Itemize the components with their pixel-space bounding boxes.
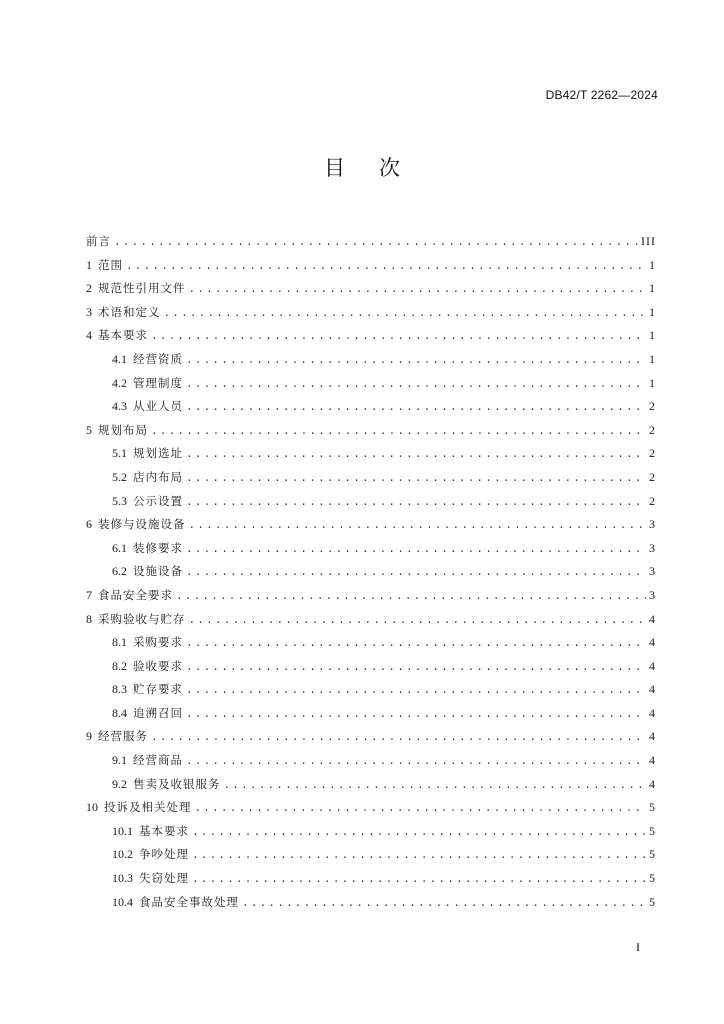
- toc-entry-title: 验收要求: [133, 658, 183, 673]
- toc-dot-leader: [189, 610, 647, 632]
- toc-entry[interactable]: [86, 560, 656, 584]
- toc-entry[interactable]: [86, 301, 656, 325]
- toc-entry-title: 争吵处理: [139, 847, 189, 862]
- toc-entry-title: 规划布局: [98, 422, 148, 437]
- toc-dot-leader: [189, 515, 647, 537]
- toc-entry-page: 1: [649, 304, 656, 319]
- toc-entry-page: 4: [649, 705, 656, 720]
- toc-entry[interactable]: [86, 608, 656, 632]
- toc-entry-page: 5: [649, 800, 656, 815]
- toc-dot-leader: [186, 374, 646, 396]
- toc-entry[interactable]: [86, 513, 656, 537]
- toc-entry-title: 失窃处理: [139, 871, 189, 886]
- toc-entry-page: 4: [649, 611, 656, 626]
- toc-entry-page: 2: [649, 399, 656, 414]
- toc-entry-title: 售卖及收银服务: [133, 776, 221, 791]
- toc-entry-title: 贮存要求: [133, 682, 183, 697]
- toc-dot-leader: [126, 256, 646, 278]
- toc-entry-number: 10.3: [112, 871, 133, 886]
- toc-dot-leader: [186, 562, 646, 584]
- toc-entry-title: 术语和定义: [98, 304, 161, 319]
- toc-entry-page: 1: [649, 257, 656, 272]
- toc-entry-page: 4: [649, 776, 656, 791]
- toc-entry-page: 1: [649, 281, 656, 296]
- toc-dot-leader: [192, 822, 646, 844]
- toc-entry[interactable]: [86, 867, 656, 891]
- toc-entry-page: 4: [649, 753, 656, 768]
- toc-entry-number: 2: [86, 281, 92, 296]
- toc-entry[interactable]: [86, 820, 656, 844]
- toc-dot-leader: [186, 492, 646, 514]
- toc-entry[interactable]: [86, 348, 656, 372]
- toc-dot-leader: [186, 680, 646, 702]
- toc-dot-leader: [195, 798, 647, 820]
- toc-entry[interactable]: [86, 537, 656, 561]
- toc-entry-page: 5: [649, 871, 656, 886]
- toc-entry[interactable]: [86, 490, 656, 514]
- toc-entry-title: 基本要求: [98, 328, 148, 343]
- toc-entry-page: 5: [649, 823, 656, 838]
- toc-dot-leader: [151, 326, 646, 348]
- page-title: [0, 152, 724, 182]
- toc-entry[interactable]: [86, 773, 656, 797]
- toc-entry-number: 4.1: [112, 351, 127, 366]
- toc-entry-number: 1: [86, 257, 92, 272]
- toc-entry-number: 9.1: [112, 753, 127, 768]
- toc-entry-title: 管理制度: [133, 375, 183, 390]
- toc-dot-leader: [186, 704, 646, 726]
- toc-entry-number: 8: [86, 611, 92, 626]
- toc-entry-number: 6.2: [112, 564, 127, 579]
- toc-entry-page: 3: [649, 540, 656, 555]
- toc-entry[interactable]: [86, 254, 656, 278]
- toc-entry-title: 投诉及相关处理: [104, 800, 192, 815]
- toc-entry-page: 4: [649, 729, 656, 744]
- toc-entry-page: 3: [649, 587, 656, 602]
- toc-entry[interactable]: [86, 442, 656, 466]
- toc-entry-title: 采购验收与贮存: [98, 611, 186, 626]
- toc-entry-number: 3: [86, 304, 92, 319]
- toc-entry-number: 9.2: [112, 776, 127, 791]
- toc-dot-leader: [114, 232, 638, 254]
- toc-entry-title: 店内布局: [133, 469, 183, 484]
- toc-entry-number: 10.4: [112, 894, 133, 909]
- toc-entry-number: 10.1: [112, 823, 133, 838]
- toc-entry[interactable]: [86, 395, 656, 419]
- table-of-contents: [86, 230, 656, 914]
- toc-entry-number: 8.4: [112, 705, 127, 720]
- toc-entry-number: 4: [86, 328, 92, 343]
- toc-entry[interactable]: [86, 702, 656, 726]
- toc-entry-title: 经营服务: [98, 729, 148, 744]
- toc-entry-title: 基本要求: [139, 823, 189, 838]
- toc-entry[interactable]: [86, 891, 656, 915]
- toc-entry-title: 公示设置: [133, 493, 183, 508]
- toc-dot-leader: [151, 727, 646, 749]
- toc-entry-title: 从业人员: [133, 399, 183, 414]
- toc-dot-leader: [192, 845, 646, 867]
- toc-entry[interactable]: [86, 584, 656, 608]
- toc-entry[interactable]: [86, 631, 656, 655]
- toc-entry-page: 3: [649, 517, 656, 532]
- toc-dot-leader: [186, 751, 646, 773]
- toc-dot-leader: [242, 893, 646, 915]
- toc-entry-title: 设施设备: [133, 564, 183, 579]
- toc-entry-number: 5.1: [112, 446, 127, 461]
- toc-entry-number: 7: [86, 587, 92, 602]
- toc-entry-title: 装修要求: [133, 540, 183, 555]
- document-code: DB42/T 2262—2024: [545, 88, 658, 102]
- toc-entry-page: 1: [649, 351, 656, 366]
- toc-entry-page: 1: [649, 328, 656, 343]
- toc-entry-title: 经营资质: [133, 351, 183, 366]
- toc-entry-number: 9: [86, 729, 92, 744]
- toc-entry-page: 4: [649, 682, 656, 697]
- toc-entry-title: 追溯召回: [133, 705, 183, 720]
- toc-entry[interactable]: [86, 419, 656, 443]
- toc-entry[interactable]: [86, 678, 656, 702]
- toc-entry-page: 2: [649, 446, 656, 461]
- toc-dot-leader: [224, 775, 647, 797]
- toc-entry-number: 8.1: [112, 635, 127, 650]
- toc-entry[interactable]: [86, 655, 656, 679]
- page-number: I: [636, 940, 640, 954]
- toc-entry-title: 规范性引用文件: [98, 281, 186, 296]
- toc-entry-number: 5.3: [112, 493, 127, 508]
- toc-dot-leader: [189, 279, 647, 301]
- toc-entry[interactable]: [86, 324, 656, 348]
- toc-entry[interactable]: [86, 725, 656, 749]
- toc-entry-page: 2: [649, 469, 656, 484]
- toc-dot-leader: [176, 586, 646, 608]
- toc-entry-page: III: [641, 234, 656, 248]
- toc-dot-leader: [186, 539, 646, 561]
- toc-entry[interactable]: [86, 466, 656, 490]
- toc-entry-title: 食品安全要求: [98, 587, 173, 602]
- toc-dot-leader: [186, 657, 646, 679]
- toc-entry-page: 1: [649, 375, 656, 390]
- toc-entry-number: 4.3: [112, 399, 127, 414]
- toc-entry-number: 8.2: [112, 658, 127, 673]
- toc-dot-leader: [186, 397, 646, 419]
- title-char-2: 次: [379, 156, 400, 180]
- toc-entry-number: 8.3: [112, 682, 127, 697]
- toc-entry-title: 前言: [86, 234, 111, 248]
- toc-entry-number: 6.1: [112, 540, 127, 555]
- toc-entry-number: 4.2: [112, 375, 127, 390]
- toc-entry[interactable]: [86, 796, 656, 820]
- toc-entry[interactable]: [86, 749, 656, 773]
- toc-dot-leader: [186, 633, 646, 655]
- title-char-1: 目: [324, 156, 345, 180]
- toc-entry-page: 2: [649, 422, 656, 437]
- toc-entry-title: 经营商品: [133, 753, 183, 768]
- toc-entry-page: 4: [649, 658, 656, 673]
- toc-entry-title: 范围: [98, 257, 123, 272]
- toc-dot-leader: [186, 350, 646, 372]
- toc-entry-title: 食品安全事故处理: [139, 894, 239, 909]
- toc-entry[interactable]: [86, 230, 656, 254]
- toc-entry-number: 10: [86, 800, 98, 815]
- toc-entry-page: 2: [649, 493, 656, 508]
- toc-entry-title: 装修与设施设备: [98, 517, 186, 532]
- toc-entry[interactable]: [86, 372, 656, 396]
- toc-entry-number: 5.2: [112, 469, 127, 484]
- toc-dot-leader: [164, 303, 647, 325]
- toc-entry-page: 5: [649, 847, 656, 862]
- toc-entry[interactable]: [86, 277, 656, 301]
- toc-entry-title: 采购要求: [133, 635, 183, 650]
- toc-entry-page: 3: [649, 564, 656, 579]
- toc-entry-number: 10.2: [112, 847, 133, 862]
- toc-entry-page: 4: [649, 635, 656, 650]
- toc-entry-number: 5: [86, 422, 92, 437]
- toc-dot-leader: [192, 869, 646, 891]
- toc-entry-page: 5: [649, 894, 656, 909]
- toc-dot-leader: [186, 444, 646, 466]
- toc-dot-leader: [151, 421, 646, 443]
- toc-dot-leader: [186, 468, 646, 490]
- toc-entry-number: 6: [86, 517, 92, 532]
- toc-entry-title: 规划选址: [133, 446, 183, 461]
- toc-entry[interactable]: [86, 843, 656, 867]
